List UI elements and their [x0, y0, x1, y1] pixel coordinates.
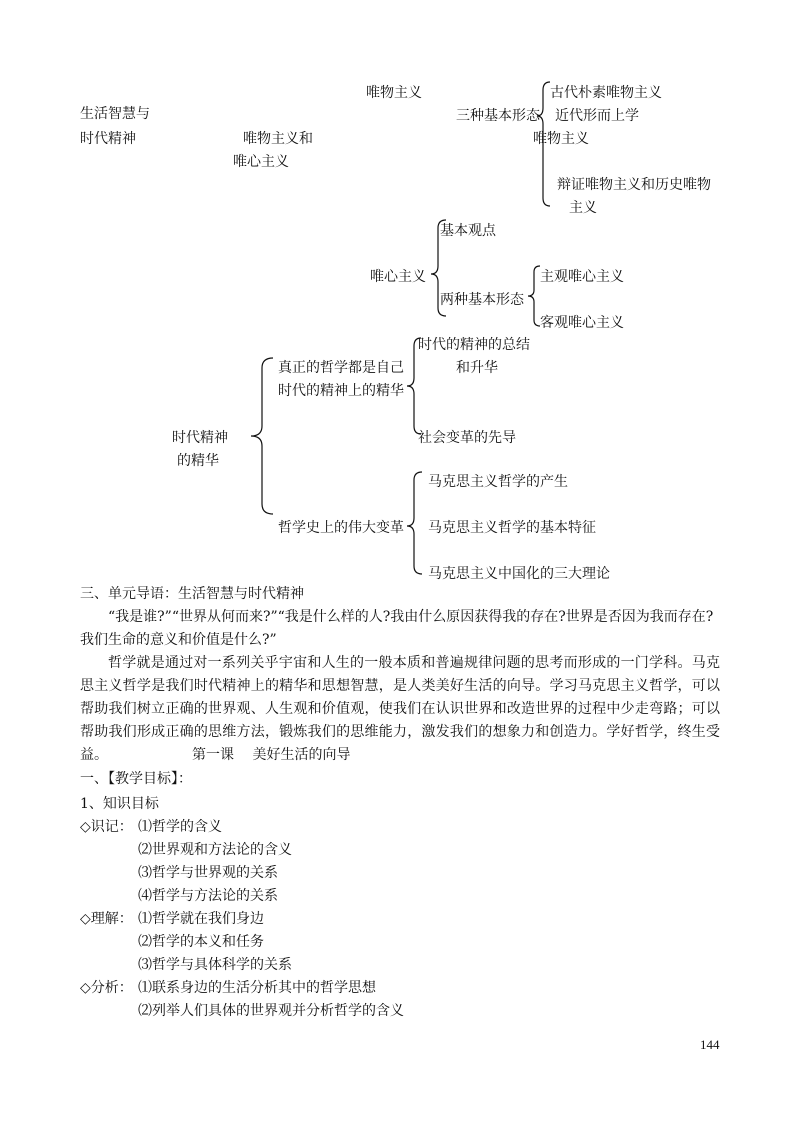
mat-form-dialectical-line2: 主义	[569, 200, 597, 216]
understand-label: ◇理解：	[80, 911, 133, 927]
obj-idealism-label: 客观唯心主义	[540, 315, 624, 331]
goals-heading: 一、【教学目标】：	[80, 771, 192, 787]
mat-idealism-line2: 唯心主义	[233, 154, 289, 170]
mat-form-ancient: 古代朴素唯物主义	[550, 85, 662, 101]
mat-idealism-line1: 唯物主义和	[243, 131, 313, 147]
knowledge-heading: 1、知识目标	[80, 796, 159, 812]
analyze-item: ⑴联系身边的生活分析其中的哲学思想	[138, 980, 376, 996]
materialism-label: 唯物主义	[366, 85, 422, 101]
summary-line1: 时代的精神的总结	[418, 337, 530, 353]
basic-view-label: 基本观点	[440, 223, 496, 239]
analyze-item: ⑵列举人们具体的世界观并分析哲学的含义	[138, 1003, 404, 1019]
marx-china-label: 马克思主义中国化的三大理论	[428, 566, 610, 582]
brace-revolution	[407, 472, 422, 574]
brace-true-phil	[407, 338, 421, 434]
section-heading: 三、单元导语：生活智慧与时代精神	[80, 586, 304, 602]
true-phil-line1: 真正的哲学都是自己	[278, 360, 404, 376]
idealism-label: 唯心主义	[370, 269, 426, 285]
essence-line2: 的精华	[177, 453, 219, 469]
recall-item: ⑵世界观和方法论的含义	[138, 842, 292, 858]
true-phil-line2: 时代的精神上的精华	[278, 383, 404, 399]
brace-two-forms	[528, 266, 540, 326]
revolution-label: 哲学史上的伟大变革	[278, 520, 404, 536]
recall-item: ⑶哲学与世界观的关系	[138, 865, 278, 881]
mat-form-dialectical-line1: 辩证唯物主义和历史唯物	[557, 177, 711, 193]
recall-label: ◇识记：	[80, 819, 133, 835]
intro-questions: “我是谁?”“世界从何而来?”“我是什么样的人?我由什么原因获得我的存在?世界是否因为我而存在?我们生命的意义和价值是什么?”	[80, 609, 714, 648]
brace-idealism	[431, 220, 446, 316]
understand-item: ⑴哲学就在我们身边	[138, 911, 264, 927]
subj-idealism-label: 主观唯心主义	[540, 269, 624, 285]
mat-form-modern-line1: 近代形而上学	[555, 108, 639, 124]
intro-paragraph: 哲学就是通过对一系列关乎宇宙和人生的一般本质和普遍规律问题的思考而形成的一门学科。马克思主义哲学是我们时代精神上的精华和思想智慧，是人类美好生活的向导。学习马克思主义哲学，可以帮助我们树立正确的世界观、人生观和价值观，使我们在认识世界和改造世界的过程中少走弯路；可以帮助我们形成正确的思维方法，锻炼我们的思维能力，激发我们的想象力和创造力。学好哲学，终生受益。	[80, 655, 720, 763]
understand-item: ⑶哲学与具体科学的关系	[138, 957, 292, 973]
pioneer-label: 社会变革的先导	[418, 430, 516, 446]
lesson-title: 第一课 美好生活的向导	[192, 747, 351, 763]
recall-item: ⑴哲学的含义	[138, 819, 222, 835]
three-forms-label: 三种基本形态	[456, 108, 540, 124]
root-node-line2: 时代精神	[80, 131, 136, 147]
marx-features-label: 马克思主义哲学的基本特征	[428, 520, 596, 536]
essence-line1: 时代精神	[172, 430, 228, 446]
two-forms-label: 两种基本形态	[440, 292, 524, 308]
understand-item: ⑵哲学的本义和任务	[138, 934, 264, 950]
marx-birth-label: 马克思主义哲学的产生	[428, 474, 568, 490]
brace-three-forms	[537, 82, 550, 206]
brace-essence	[251, 358, 273, 514]
page-number: 144	[700, 1037, 720, 1052]
mat-form-modern-line2: 唯物主义	[533, 131, 589, 147]
summary-line2: 和升华	[456, 360, 498, 376]
recall-item: ⑷哲学与方法论的关系	[138, 888, 278, 904]
analyze-label: ◇分析：	[80, 980, 133, 996]
root-node-line1: 生活智慧与	[80, 106, 150, 122]
